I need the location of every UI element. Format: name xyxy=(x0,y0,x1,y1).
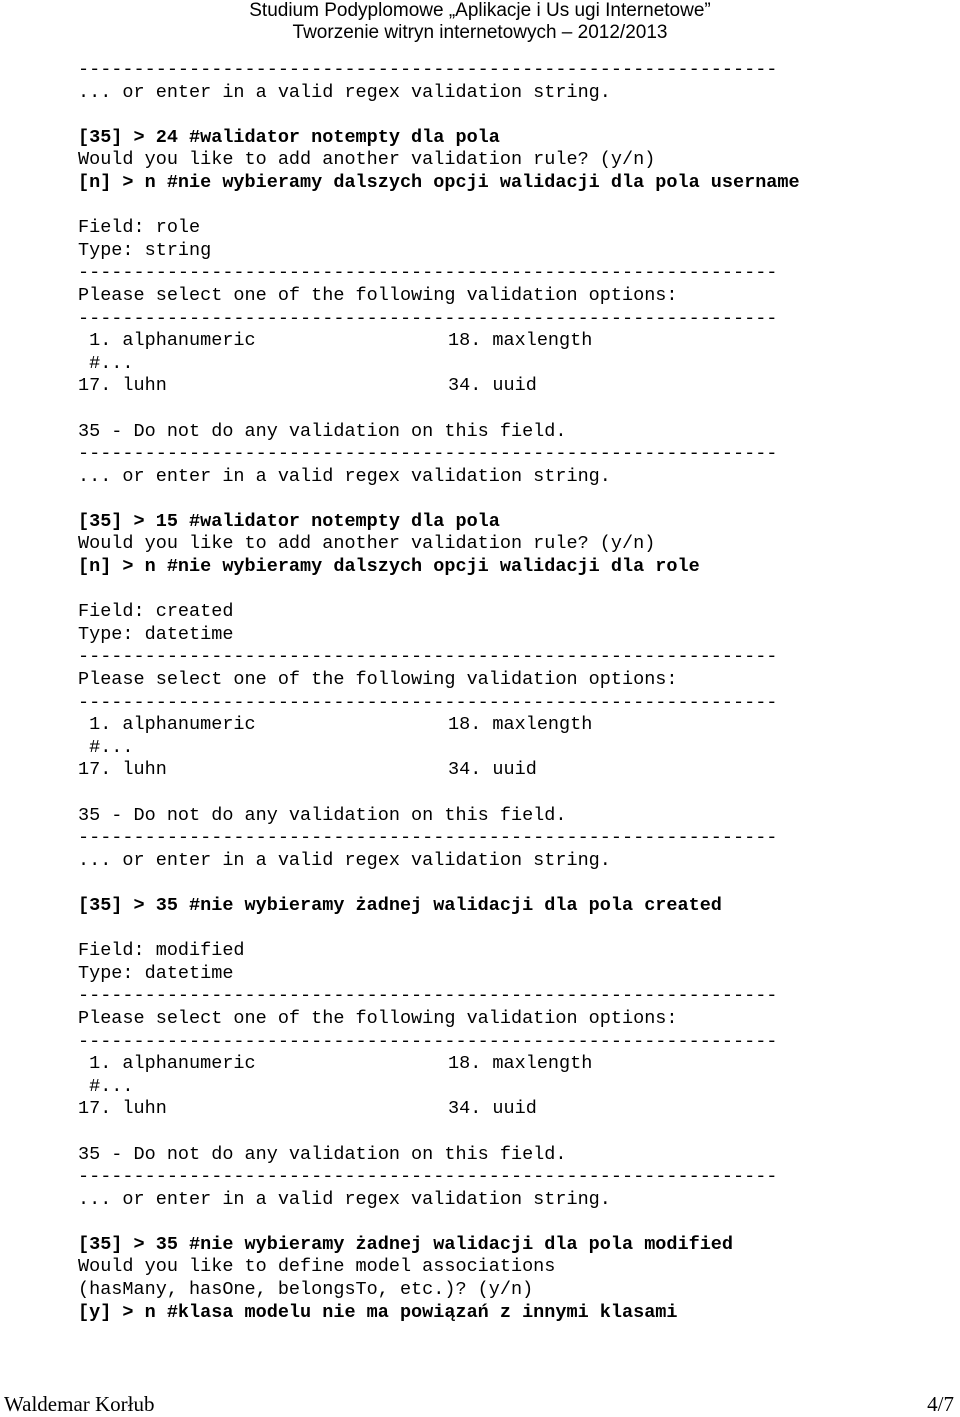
add-rule-prompt: Would you like to add another validation rule? (y/n) xyxy=(78,149,656,171)
user-answer: [35] > 24 #walidator notempty dla pola xyxy=(78,126,500,148)
user-answer: [n] > n #nie wybieramy dalszych opcji walidacji dla pola username xyxy=(78,171,800,193)
page-footer xyxy=(0,1392,960,1416)
option-luhn: 17. luhn xyxy=(78,1098,167,1120)
divider: --------------------------------------------------------------- xyxy=(78,443,778,465)
option-row xyxy=(78,759,948,782)
blank-line xyxy=(78,918,948,941)
blank-line xyxy=(78,872,948,895)
footer-author: Waldemar Korłub xyxy=(4,1392,155,1416)
blank-line xyxy=(78,195,948,218)
divider: --------------------------------------------------------------- xyxy=(78,646,778,668)
field-type: Type: string xyxy=(78,239,212,261)
no-validation-option: 35 - Do not do any validation on this field. xyxy=(78,420,567,442)
blank-line xyxy=(78,579,948,602)
field-name: Field: role xyxy=(78,217,201,239)
divider: --------------------------------------------------------------- xyxy=(78,1166,778,1188)
divider: --------------------------------------------------------------- xyxy=(78,59,778,80)
option-row xyxy=(78,1053,948,1076)
add-rule-prompt: Would you like to add another validation rule? (y/n) xyxy=(78,533,656,555)
option-row xyxy=(78,330,948,353)
option-alphanumeric: 1. alphanumeric xyxy=(78,330,256,352)
divider: --------------------------------------------------------------- xyxy=(78,262,778,284)
field-type: Type: datetime xyxy=(78,962,234,984)
divider: --------------------------------------------------------------- xyxy=(78,1030,778,1052)
divider: --------------------------------------------------------------- xyxy=(78,827,778,849)
option-ellipsis: #... xyxy=(78,1075,134,1097)
user-answer: [35] > 35 #nie wybieramy żadnej walidacji dla pola created xyxy=(78,894,722,916)
blank-line xyxy=(78,398,948,421)
regex-hint: ... or enter in a valid regex validation string. xyxy=(78,849,611,871)
associations-prompt-options: (hasMany, hasOne, belongsTo, etc.)? (y/n) xyxy=(78,1279,534,1301)
regex-hint: ... or enter in a valid regex validation string. xyxy=(78,1188,611,1210)
divider: --------------------------------------------------------------- xyxy=(78,307,778,329)
page-number: 4/7 xyxy=(927,1392,954,1416)
page-header xyxy=(0,0,960,44)
option-alphanumeric: 1. alphanumeric xyxy=(78,1053,256,1075)
blank-line xyxy=(78,488,948,511)
option-maxlength: 18. maxlength xyxy=(448,330,593,352)
no-validation-option: 35 - Do not do any validation on this field. xyxy=(78,1143,567,1165)
field-type: Type: datetime xyxy=(78,623,234,645)
field-name: Field: created xyxy=(78,601,234,623)
user-answer: [y] > n #klasa modelu nie ma powiązań z innymi klasami xyxy=(78,1301,678,1323)
blank-line xyxy=(78,1121,948,1144)
option-maxlength: 18. maxlength xyxy=(448,1053,593,1075)
field-name: Field: modified xyxy=(78,940,245,962)
user-answer: [35] > 35 #nie wybieramy żadnej walidacji dla pola modified xyxy=(78,1233,734,1255)
header-subtitle: Tworzenie witryn internetowych – 2012/2013 xyxy=(292,22,668,43)
terminal-transcript xyxy=(78,59,948,1324)
blank-line xyxy=(78,782,948,805)
option-uuid: 34. uuid xyxy=(448,759,537,781)
option-luhn: 17. luhn xyxy=(78,759,167,781)
header-title: Studium Podyplomowe „Aplikacje i Us ugi Internetowe” xyxy=(249,0,711,21)
divider: --------------------------------------------------------------- xyxy=(78,691,778,713)
select-prompt: Please select one of the following validation options: xyxy=(78,669,678,691)
option-uuid: 34. uuid xyxy=(448,1098,537,1120)
option-uuid: 34. uuid xyxy=(448,375,537,397)
option-ellipsis: #... xyxy=(78,352,134,374)
select-prompt: Please select one of the following validation options: xyxy=(78,284,678,306)
user-answer: [n] > n #nie wybieramy dalszych opcji walidacji dla role xyxy=(78,556,700,578)
blank-line xyxy=(78,104,948,127)
blank-line xyxy=(78,1211,948,1234)
select-prompt: Please select one of the following validation options: xyxy=(78,1007,678,1029)
option-row xyxy=(78,375,948,398)
regex-hint: ... or enter in a valid regex validation string. xyxy=(78,81,611,103)
option-alphanumeric: 1. alphanumeric xyxy=(78,714,256,736)
option-row xyxy=(78,1098,948,1121)
option-luhn: 17. luhn xyxy=(78,375,167,397)
no-validation-option: 35 - Do not do any validation on this field. xyxy=(78,804,567,826)
option-row xyxy=(78,714,948,737)
user-answer: [35] > 15 #walidator notempty dla pola xyxy=(78,510,500,532)
option-ellipsis: #... xyxy=(78,736,134,758)
option-maxlength: 18. maxlength xyxy=(448,714,593,736)
divider: --------------------------------------------------------------- xyxy=(78,985,778,1007)
associations-prompt: Would you like to define model associations xyxy=(78,1256,556,1278)
regex-hint: ... or enter in a valid regex validation string. xyxy=(78,465,611,487)
